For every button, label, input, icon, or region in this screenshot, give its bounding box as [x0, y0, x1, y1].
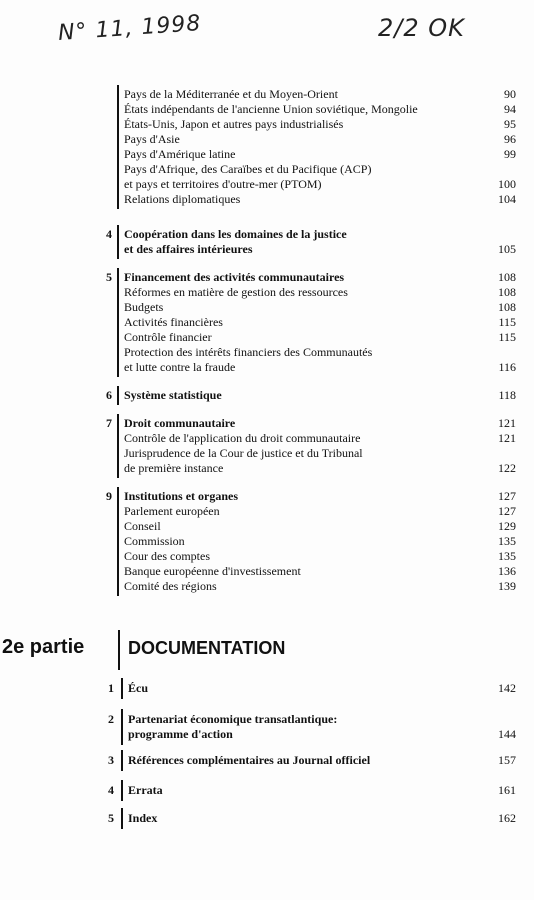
- toc-entry[interactable]: [124, 489, 516, 504]
- toc-entry[interactable]: [124, 564, 516, 579]
- section-rule: [121, 780, 123, 801]
- toc-entry[interactable]: [124, 315, 516, 330]
- toc-entry[interactable]: [128, 783, 516, 798]
- toc-entry-label: Écu: [128, 681, 149, 695]
- toc-entry-label: Conseil: [124, 519, 161, 533]
- toc-entry-label: Jurisprudence de la Cour de justice et du Tribunal: [124, 446, 363, 460]
- toc-entry[interactable]: [128, 712, 516, 727]
- part-title: DOCUMENTATION: [128, 638, 286, 658]
- toc-entry-label: de première instance: [124, 461, 224, 475]
- toc-entry-page: 108: [498, 285, 516, 299]
- toc-entry-page: 99: [504, 147, 516, 161]
- toc-entry-page: 136: [498, 564, 516, 578]
- toc-entry-page: 127: [498, 504, 516, 518]
- handwritten-ok-note: 2/2 OK: [378, 14, 465, 42]
- toc-entry[interactable]: [124, 147, 516, 162]
- toc-entry-page: 115: [498, 315, 516, 329]
- section-rule: [121, 678, 123, 699]
- toc-entry-page: 144: [498, 727, 516, 741]
- toc-entry-label: et des affaires intérieures: [124, 242, 253, 256]
- toc-entry-label: Errata: [128, 783, 163, 797]
- toc-entry[interactable]: [124, 519, 516, 534]
- toc-entry-label: Partenariat économique transatlantique:: [128, 712, 338, 726]
- toc-entry[interactable]: [124, 192, 516, 207]
- section-rule: [117, 386, 119, 405]
- toc-entry-label: Réformes en matière de gestion des ressources: [124, 285, 348, 299]
- toc-entry-label: Pays d'Amérique latine: [124, 147, 236, 161]
- section-rule: [121, 750, 123, 771]
- toc-entry[interactable]: [124, 360, 516, 375]
- toc-entry[interactable]: [124, 330, 516, 345]
- toc-entry-label: États indépendants de l'ancienne Union soviétique, Mongolie: [124, 102, 418, 116]
- toc-entry[interactable]: [124, 345, 516, 360]
- toc-entry[interactable]: [124, 177, 516, 192]
- toc-entry[interactable]: [128, 753, 516, 768]
- toc-entry-label: Pays d'Asie: [124, 132, 180, 146]
- toc-entry-label: et pays et territoires d'outre-mer (PTOM): [124, 177, 322, 191]
- section-number: 2: [108, 712, 114, 726]
- toc-entry-label: Droit communautaire: [124, 416, 236, 430]
- toc-entry-label: Parlement européen: [124, 504, 220, 518]
- section-rule: [121, 709, 123, 745]
- part-label: 2e partie: [2, 636, 85, 658]
- toc-entry[interactable]: [124, 504, 516, 519]
- toc-entry-page: 95: [504, 117, 516, 131]
- toc-entry-label: Commission: [124, 534, 185, 548]
- toc-entry[interactable]: [124, 132, 516, 147]
- toc-entry-label: Institutions et organes: [124, 489, 239, 503]
- section-number: 3: [108, 753, 114, 767]
- toc-entry[interactable]: [124, 117, 516, 132]
- toc-entry-page: 104: [498, 192, 516, 206]
- toc-entry-page: 96: [504, 132, 516, 146]
- toc-entry-label: Pays de la Méditerranée et du Moyen-Orient: [124, 87, 338, 101]
- toc-entry-label: Références complémentaires au Journal officiel: [128, 753, 371, 767]
- toc-entry-label: Pays d'Afrique, des Caraïbes et du Pacifique (ACP): [124, 162, 372, 176]
- section-number: 5: [108, 811, 114, 825]
- toc-entry-page: 108: [498, 270, 516, 284]
- section-number: 6: [106, 388, 112, 402]
- section-number: 4: [108, 783, 114, 797]
- toc-entry[interactable]: [128, 681, 516, 696]
- toc-entry-label: Financement des activités communautaires: [124, 270, 345, 284]
- toc-entry[interactable]: [124, 102, 516, 117]
- toc-entry-label: Banque européenne d'investissement: [124, 564, 301, 578]
- toc-entry-label: Cour des comptes: [124, 549, 210, 563]
- toc-entry[interactable]: [124, 461, 516, 476]
- toc-entry-label: Relations diplomatiques: [124, 192, 241, 206]
- toc-entry-label: programme d'action: [128, 727, 233, 741]
- toc-entry-page: 139: [498, 579, 516, 593]
- toc-entry[interactable]: [128, 727, 516, 742]
- toc-entry-page: 116: [498, 360, 516, 374]
- toc-entry[interactable]: [128, 811, 516, 826]
- toc-entry-page: 122: [498, 461, 516, 475]
- toc-entry[interactable]: [124, 227, 516, 242]
- toc-entry[interactable]: [124, 388, 516, 403]
- toc-entry[interactable]: [124, 285, 516, 300]
- toc-entry-label: Coopération dans les domaines de la justice: [124, 227, 347, 241]
- toc-entry-page: 100: [498, 177, 516, 191]
- toc-entry-page: 135: [498, 534, 516, 548]
- toc-entry-label: Système statistique: [124, 388, 222, 402]
- toc-entry-page: 105: [498, 242, 516, 256]
- section-number: 7: [106, 416, 112, 430]
- section-rule: [117, 225, 119, 259]
- section-rule: [117, 487, 119, 596]
- toc-entry-label: Comité des régions: [124, 579, 217, 593]
- toc-entry-page: 115: [498, 330, 516, 344]
- section-rule: [117, 85, 119, 209]
- section-number: 1: [108, 681, 114, 695]
- toc-entry-page: 129: [498, 519, 516, 533]
- toc-entry[interactable]: [124, 242, 516, 257]
- section-number: 5: [106, 270, 112, 284]
- toc-entry[interactable]: [124, 579, 516, 594]
- toc-entry-page: 142: [498, 681, 516, 695]
- toc-entry-page: 121: [498, 431, 516, 445]
- toc-entry-label: Activités financières: [124, 315, 223, 329]
- toc-entry-page: 161: [498, 783, 516, 797]
- toc-entry[interactable]: [124, 549, 516, 564]
- section-rule: [121, 808, 123, 829]
- toc-entry-page: 121: [498, 416, 516, 430]
- toc-entry-label: Contrôle financier: [124, 330, 212, 344]
- toc-entry-page: 94: [504, 102, 516, 116]
- section-rule: [118, 630, 120, 670]
- toc-entry[interactable]: [124, 416, 516, 431]
- toc-entry-page: 108: [498, 300, 516, 314]
- toc-entry-label: Contrôle de l'application du droit communautaire: [124, 431, 361, 445]
- toc-entry-label: et lutte contre la fraude: [124, 360, 236, 374]
- toc-entry-page: 135: [498, 549, 516, 563]
- toc-entry-label: Budgets: [124, 300, 164, 314]
- toc-entry[interactable]: [124, 270, 516, 285]
- section-rule: [117, 268, 119, 377]
- toc-entry-page: 118: [498, 388, 516, 402]
- toc-entry-page: 157: [498, 753, 516, 767]
- toc-entry-page: 162: [498, 811, 516, 825]
- section-number: 4: [106, 227, 112, 241]
- toc-entry[interactable]: [124, 431, 516, 446]
- toc-entry-label: Protection des intérêts financiers des Communautés: [124, 345, 373, 359]
- toc-entry[interactable]: [124, 446, 516, 461]
- toc-entry[interactable]: [124, 87, 516, 102]
- section-rule: [117, 414, 119, 478]
- toc-entry-label: États-Unis, Japon et autres pays industrialisés: [124, 117, 344, 131]
- toc-entry-label: Index: [128, 811, 158, 825]
- handwritten-issue-note: N° 11, 1998: [57, 11, 203, 46]
- section-number: 9: [106, 489, 112, 503]
- toc-entry[interactable]: [124, 162, 516, 177]
- toc-entry-page: 127: [498, 489, 516, 503]
- toc-entry[interactable]: [124, 300, 516, 315]
- toc-entry-page: 90: [504, 87, 516, 101]
- toc-entry[interactable]: [124, 534, 516, 549]
